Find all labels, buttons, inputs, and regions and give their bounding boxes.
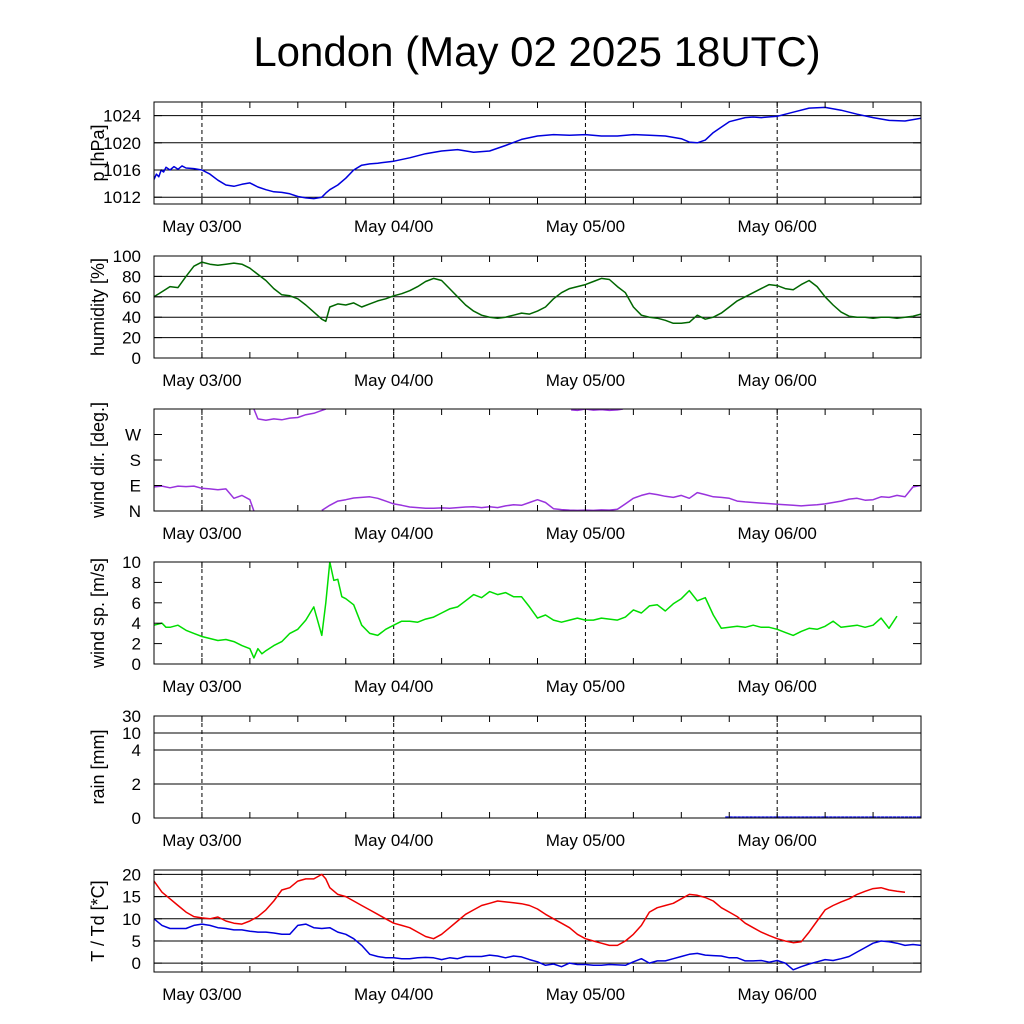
y-tick-label: 0: [131, 954, 141, 974]
y-tick-label: 1020: [103, 133, 141, 153]
series-line-1: [154, 107, 921, 198]
y-tick-label: 6: [131, 593, 141, 613]
y-tick-label: 10: [122, 553, 141, 572]
y-tick-label: 0: [131, 809, 141, 828]
series-line-3: [322, 486, 921, 511]
data-layer: [154, 409, 921, 511]
x-tick-label: May 03/00: [162, 524, 242, 543]
y-tick-label: S: [129, 451, 141, 470]
y-tick-label: 1024: [103, 106, 141, 126]
y-axis-label: T / Td [*C]: [88, 880, 108, 962]
x-tick-label: May 04/00: [353, 677, 434, 696]
y-tick-label: 30: [122, 707, 141, 726]
y-tick-label: 20: [122, 328, 141, 348]
panel-4: [88, 553, 921, 696]
y-tick-label: 2: [131, 775, 141, 794]
y-tick-label: 10: [122, 909, 141, 929]
panel-3: [88, 402, 921, 543]
x-tick-label: May 04/00: [353, 371, 434, 390]
y-tick-label: 100: [112, 247, 141, 266]
y-tick-label: 20: [122, 865, 141, 885]
y-tick-label: 0: [131, 655, 141, 674]
panel-6: [88, 865, 921, 1004]
y-tick-label: N: [128, 502, 141, 521]
x-tick-label: May 06/00: [737, 217, 817, 236]
y-tick-label: 1012: [103, 188, 141, 208]
y-axis-label: wind dir. [deg.]: [88, 401, 108, 519]
data-layer: [154, 562, 897, 658]
x-tick-label: May 06/00: [737, 524, 817, 543]
y-tick-label: 1016: [103, 161, 141, 180]
data-layer: [154, 262, 921, 323]
y-tick-label: 80: [122, 267, 141, 287]
x-tick-label: May 05/00: [545, 831, 626, 850]
x-tick-label: May 05/00: [545, 371, 626, 390]
data-layer: [154, 874, 921, 969]
y-tick-label: 60: [122, 287, 141, 307]
x-tick-label: May 06/00: [737, 371, 817, 390]
x-tick-label: May 04/00: [353, 831, 434, 850]
y-tick-label: 5: [131, 931, 141, 951]
x-tick-label: May 03/00: [162, 985, 242, 1004]
y-tick-label: 15: [122, 887, 141, 907]
y-tick-label: W: [124, 425, 141, 445]
x-tick-label: May 03/00: [162, 217, 242, 236]
y-tick-label: 10: [122, 724, 141, 743]
series-line-2: [254, 409, 326, 420]
y-tick-label: 0: [131, 349, 141, 368]
series-line-1: [154, 486, 254, 511]
y-tick-label: 4: [131, 614, 141, 634]
page-title: London (May 02 2025 18UTC): [253, 28, 821, 75]
x-tick-label: May 04/00: [353, 524, 434, 543]
y-tick-label: 40: [122, 308, 141, 328]
panel-frame: [154, 716, 921, 818]
y-axis-label: p [hPa]: [88, 124, 108, 182]
x-tick-label: May 06/00: [737, 985, 817, 1004]
x-tick-label: May 06/00: [737, 677, 817, 696]
y-axis-label: wind sp. [m/s]: [88, 557, 108, 669]
x-tick-label: May 05/00: [545, 524, 626, 543]
x-tick-label: May 03/00: [162, 677, 242, 696]
x-tick-label: May 03/00: [162, 831, 242, 850]
x-tick-label: May 05/00: [545, 677, 626, 696]
series-line-t: [154, 874, 905, 945]
y-tick-label: 2: [131, 634, 141, 654]
panel-2: [88, 247, 921, 390]
series-line-1: [154, 262, 921, 323]
x-tick-label: May 03/00: [162, 371, 242, 390]
y-tick-label: 4: [131, 741, 141, 760]
panel-frame: [154, 256, 921, 358]
panel-frame: [154, 870, 921, 972]
panel-5: [88, 707, 921, 850]
x-tick-label: May 05/00: [545, 985, 626, 1004]
panel-frame: [154, 409, 921, 511]
panel-1: [88, 102, 921, 236]
series-line-td: [154, 919, 921, 970]
y-axis-label: humidity [%]: [88, 257, 108, 357]
data-layer: [154, 107, 921, 198]
x-tick-label: May 04/00: [353, 217, 434, 236]
x-tick-label: May 06/00: [737, 831, 817, 850]
x-tick-label: May 05/00: [545, 217, 626, 236]
y-tick-label: E: [129, 476, 141, 496]
panel-frame: [154, 102, 921, 204]
series-line-1: [154, 562, 897, 658]
y-tick-label: 8: [131, 573, 141, 593]
y-axis-label: rain [mm]: [88, 729, 108, 805]
x-tick-label: May 04/00: [353, 985, 434, 1004]
